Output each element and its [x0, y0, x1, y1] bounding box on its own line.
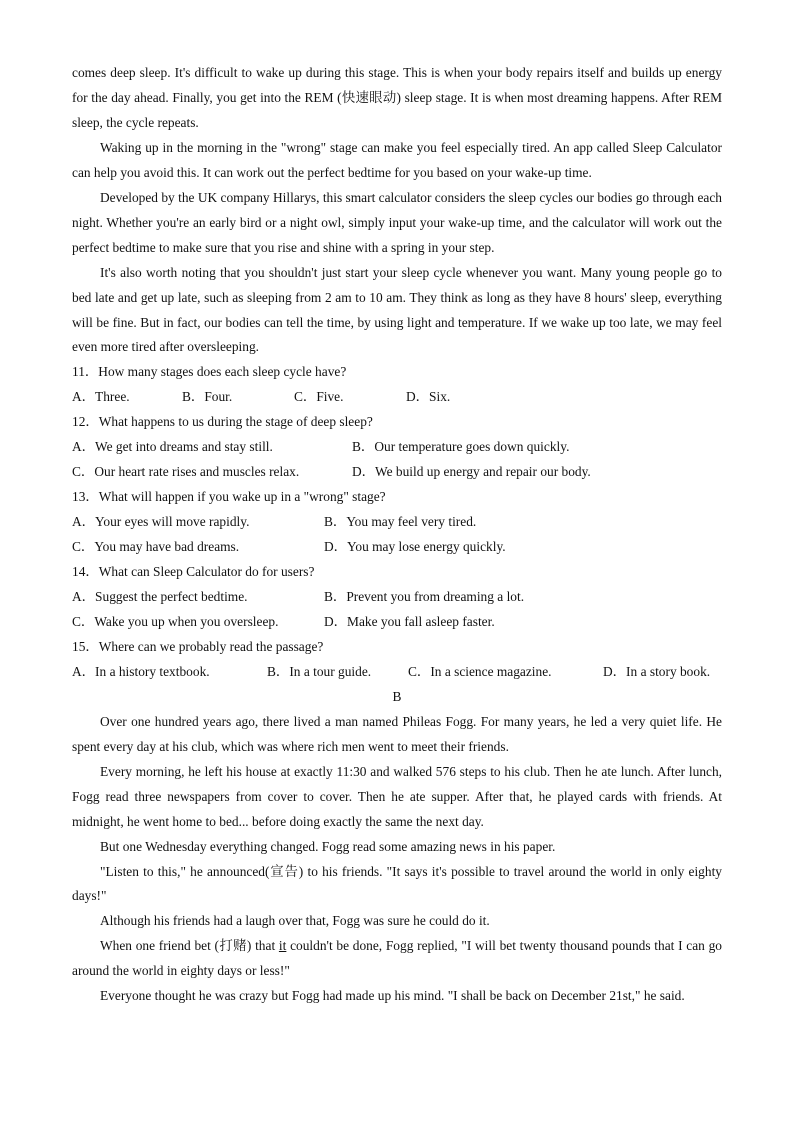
question-14-option-b: B．Prevent you from dreaming a lot.	[324, 589, 525, 605]
question-12-options-row-1	[72, 435, 722, 460]
passage-b-paragraph-2: Every morning, he left his house at exactly 11:30 and walked 576 steps to his club. Then he ate lunch. After lunch, Fogg read three newspapers from cover to cover. Then he ate supper. After that, he played cards with friends. At midnight, he went home to bed... before doing exactly the same the next day.	[72, 763, 722, 829]
question-12-options-row-2	[72, 460, 722, 485]
question-14-option-c: C．Wake you up when you oversleep.	[72, 613, 279, 629]
passage-b-paragraph-1: Over one hundred years ago, there lived a man named Phileas Fogg. For many years, he led a very quiet life. He spent every day at his club, which was where rich men went to meet their friends.	[72, 713, 722, 754]
passage-b-paragraph-7: Everyone thought he was crazy but Fogg had made up his mind. "I shall be back on December 21st," he said.	[100, 988, 685, 1004]
question-15-option-b: B．In a tour guide.	[267, 663, 372, 679]
passage-b-paragraph-5: Although his friends had a laugh over that, Fogg was sure he could do it.	[100, 913, 490, 929]
passage-b-paragraph-3: But one Wednesday everything changed. Fogg read some amazing news in his paper.	[100, 838, 556, 854]
question-15-stem: 15．Where can we probably read the passage?	[72, 638, 324, 654]
question-11-options	[72, 385, 722, 410]
passage-b-paragraph-6	[72, 934, 722, 984]
passage-b-paragraph-6-end: couldn't be done, Fogg replied, "I will bet twenty thousand pounds that I can go around the world in eighty days or less!"	[72, 938, 722, 979]
question-11-option-a: A．Three.	[72, 389, 130, 405]
passage-a-paragraph-2: Waking up in the morning in the "wrong" stage can make you feel especially tired. An app called Sleep Calculator can help you avoid this. It can work out the perfect bedtime for you based on your wake-up time.	[72, 139, 722, 180]
question-11-option-b: B．Four.	[182, 389, 233, 405]
question-11-stem: 11．How many stages does each sleep cycle have?	[72, 364, 347, 380]
passage-a-paragraph-3: Developed by the UK company Hillarys, this smart calculator considers the sleep cycles our bodies go through each night. Whether you're an early bird or a night owl, simply input your wake-up time, and the calculator will work out the perfect bedtime to make sure that you rise and shine with a spring in your step.	[72, 189, 722, 255]
passage-b-paragraph-6-start: When one friend bet (打赌) that	[100, 938, 279, 954]
question-14-options-row-2	[72, 610, 722, 635]
question-13-option-a: A．Your eyes will move rapidly.	[72, 514, 250, 530]
passage-a-paragraph-4: It's also worth noting that you shouldn't just start your sleep cycle whenever you want. Many young people go to bed late and get up late, such as sleeping from 2 am to 10 am. They think as long as they have 8 hours' sleep, everything will be fine. But in fact, our bodies can tell the time, by using light and temperature. If we wake up too late, we may feel even more tired after oversleeping.	[72, 264, 722, 355]
question-11-option-d: D．Six.	[406, 389, 451, 405]
question-11-option-c: C．Five.	[294, 389, 344, 405]
question-14-options-row-1	[72, 585, 722, 610]
question-12-option-d: D．We build up energy and repair our body.	[352, 464, 591, 480]
question-12-option-c: C．Our heart rate rises and muscles relax.	[72, 464, 300, 480]
underlined-word-it: it	[278, 938, 287, 954]
question-13-options-row-1	[72, 510, 722, 535]
question-14-option-d: D．Make you fall asleep faster.	[324, 613, 495, 629]
passage-b-paragraph-4: "Listen to this," he announced(宣告) to his friends. "It says it's possible to travel around the world in only eighty days!"	[72, 863, 722, 904]
question-12-option-a: A．We get into dreams and stay still.	[72, 439, 273, 455]
section-b-heading: B	[392, 688, 402, 704]
question-13-option-c: C．You may have bad dreams.	[72, 539, 240, 555]
passage-a-paragraph-1: comes deep sleep. It's difficult to wake up during this stage. This is when your body repairs itself and builds up energy for the day ahead. Finally, you get into the REM (快速眼动) sleep stage. It is when most dreaming happens. After REM sleep, the cycle repeats.	[72, 65, 722, 130]
question-14-option-a: A．Suggest the perfect bedtime.	[72, 589, 248, 605]
question-13-option-b: B．You may feel very tired.	[324, 514, 477, 530]
question-12-stem: 12．What happens to us during the stage of deep sleep?	[72, 414, 373, 430]
question-15-option-a: A．In a history textbook.	[72, 663, 210, 679]
question-12-option-b: B．Our temperature goes down quickly.	[352, 439, 570, 455]
question-15-option-d: D．In a story book.	[603, 663, 711, 679]
question-14-stem: 14．What can Sleep Calculator do for users?	[72, 564, 315, 580]
question-15-option-c: C．In a science magazine.	[408, 663, 552, 679]
question-15-options	[72, 660, 722, 685]
question-13-stem: 13．What will happen if you wake up in a "wrong" stage?	[72, 489, 386, 505]
question-13-options-row-2	[72, 535, 722, 560]
question-13-option-d: D．You may lose energy quickly.	[324, 539, 506, 555]
